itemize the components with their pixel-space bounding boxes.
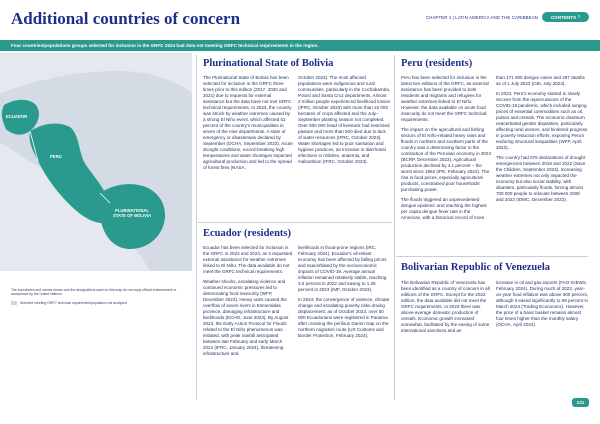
column-divider xyxy=(394,55,395,400)
section-divider xyxy=(396,256,588,257)
section-title-bolivia: Plurinational State of Bolivia xyxy=(203,58,334,69)
region-map xyxy=(0,53,192,271)
venezuela-column-2 xyxy=(496,280,588,332)
paragraph: Weather shocks, escalating violence and continued economic pressures led to deteriorating food insecurity (WFP, December 2023). Heavy rains caused the overflow of seven rivers in Esmeraldas province, damaging infrastructure and livelihoods (ECHO, June 2023). By August 2023, the Early Action Protocol for Floods related to the El Niño phenomenon was initiated, with peak rainfall anticipated between late February and early March 2024 (IFRC, January 2024), threatening infrastructure and xyxy=(203,279,289,356)
paragraph: Peru has been selected for inclusion in the latest two editions of the GRFC, as external assistance has been provided to both residents and migrants and refugees for weather extremes linked to El Niño. However, the data available on acute food insecurity do not meet the GRFC technical requirements. xyxy=(401,75,489,122)
paragraph: In 2023, Peru's economy started to slowly recover from the repercussions of the COVID-19 pandemic, which included surging prices of essential commodities such as oil, pulses and cereals. The economic downturn exacerbated gender disparities, particularly affecting rural women, and hindered progress in poverty reduction efforts, exposing Peru's enduring structural inequalities (WFP, April 2023). xyxy=(496,91,588,150)
chapter-label[interactable]: CHAPTER 1 | LATIN AMERICA AND THE CARIBBEAN xyxy=(425,15,538,20)
venezuela-column-1 xyxy=(401,280,491,338)
chevron-right-icon: › xyxy=(578,14,581,20)
paragraph: The Plurinational State of Bolivia has been selected for inclusion in the GRFC three times prior to this edition (2017, 2020 and 2021) due to requests for external assistance but the data have not met GRFC technical requirements. In 2023, the country was struck by weather extremes caused by a strong El Niño event, which affected 51 percent of the country's municipalities in seven of the nine departments. A state of emergency or disasterwas declared by September (OCHA, September 2023). Acute drought conditions, record-breaking high temperatures and water shortages impacted agricultural production and led to the spread of forest fires (NASA, xyxy=(203,75,293,170)
legend-label: Selected meeting GRFC technical requirement/population not analysed xyxy=(20,301,127,305)
legend-swatch xyxy=(11,301,17,305)
map-legend xyxy=(11,301,127,305)
page-title: Additional countries of concern xyxy=(11,9,241,28)
contents-button[interactable] xyxy=(542,12,589,22)
contents-label: CONTENTS xyxy=(550,14,577,20)
ecuador-column-2 xyxy=(298,245,390,343)
paragraph: The impact on the agricultural and fishing sectors of El Niño-related heavy rains and floods in northern and southern parts of the country was a determining factor in the contraction of the Peruvian economy in 2023 (BCRP, December 2023). Agricultural production declined by 4.1 percent – the worst since 1992 (IPE, February 2024). The rise in food prices, especially agricultural products, constrained poor households' purchasing power. xyxy=(401,127,491,192)
paragraph: than 171 000 dengue cases and 287 deaths as of 1 July 2023 (CBI, July 2023). xyxy=(496,75,585,86)
map-label-bolivia: PLURINATIONAL STATE OF BOLIVIA xyxy=(112,208,152,218)
map-disclaimer: The boundaries and names shown and the designations used on this map do not imply official endorsement or acceptance by the United Nations. xyxy=(11,288,177,297)
paragraph: In 2024, the convergence of violence, climate change and escalating poverty risks driving displacement; as of October 2023, over 50 000 Ecuadorians were registered in Panama after crossing the perilous Darien Gap on the northern migration route (US Customs and Border Protection, February 2024). xyxy=(298,297,390,338)
section-title-venezuela: Bolivarian Republic of Venezuela xyxy=(401,262,551,273)
map-label-peru: PERU xyxy=(50,154,62,159)
paragraph: The country had 876 declarations of drought emergencies between 2019 and 2022 (Save the Children, September 2023). Increasing weather extremes not only impacted the economy but also social stability, with disasters, particularly floods, forcing almost 700 000 people to relocate between 2008 and 2022 (IDMC, December 2022). xyxy=(496,155,586,202)
peru-column-2 xyxy=(496,75,588,207)
section-divider xyxy=(198,222,392,223)
page-number: 121 xyxy=(572,398,589,407)
bolivia-column-2 xyxy=(298,75,390,169)
paragraph: increase in oil and gas exports (FAO-GIEWS, February 2024). During much of 2023, year-on-year food inflation was above 300 percent, although it eased significantly to 59 percent in March 2024 (Trading Economics). However, the price of a basic basket remains almost four times higher than the monthly salary (OCHA, April 2024). xyxy=(496,280,589,327)
intro-banner: Four countries/populations groups selected for inclusion in the GRFC 2024 had data not meeting GRFC technical requirements in the region. xyxy=(0,40,600,51)
paragraph: The Bolivarian Republic of Venezuela has been identified as a country of concern in all editions of the GRFC. Except for the 2022 edition, the data available did not meet the GRFC requirements. In 2023 there was above-average domestic production of cereals. Economic growth increased somewhat, facilitated by the easing of some international sanctions and an xyxy=(401,280,490,333)
bolivia-column-1 xyxy=(203,75,293,175)
paragraph: livelihoods in flood-prone regions (IRC, February 2024). Ecuador's oil-reliant economy has been affected by falling prices and exacerbated by the socioeconomic impacts of COVID-19. Average annual inflation remained relatively stable, reaching 3.5 percent in 2022 and easing to 1.35 percent in 2023 (IMF, October 2023). xyxy=(298,245,387,292)
peru-column-1 xyxy=(401,75,491,225)
paragraph: October 2023). The most affected populations were indigenous and rural communities, particularly in the Cochabamba, Potosí and Santa Cruz departments. Almost 2 million people experienced livelihood losses (IFRC, October 2023) with more than 22 000 hectares of crops affected and the July–September planting season not completed. Over 500 000 head of livestock had restricted pasture and more than 500 died due to lack of water resources (IFRC, October 2023). Water shortages led to poor sanitation and hygiene practices, an increase in diarrhoeal infections in children, anaemia, and malnutrition (IFRC, October 2023). xyxy=(298,75,391,164)
section-title-peru: Peru (residents) xyxy=(401,58,473,69)
map-graphic xyxy=(0,53,192,271)
paragraph: Ecuador has been selected for inclusion in the GRFC in 2022 and 2023, as it requested external assistance for weather extremes linked to El Niño. The data available do not meet the GRFC technical requirements. xyxy=(203,245,293,274)
column-divider xyxy=(196,55,197,400)
ecuador-column-1 xyxy=(203,245,293,361)
paragraph: The floods triggered an unprecedented dengue epidemic and reaching the highest per capita dengue fever rate in the Americas, with a historical record of more xyxy=(401,197,487,220)
map-label-ecuador: ECUADOR xyxy=(6,114,28,119)
section-title-ecuador: Ecuador (residents) xyxy=(203,228,291,239)
